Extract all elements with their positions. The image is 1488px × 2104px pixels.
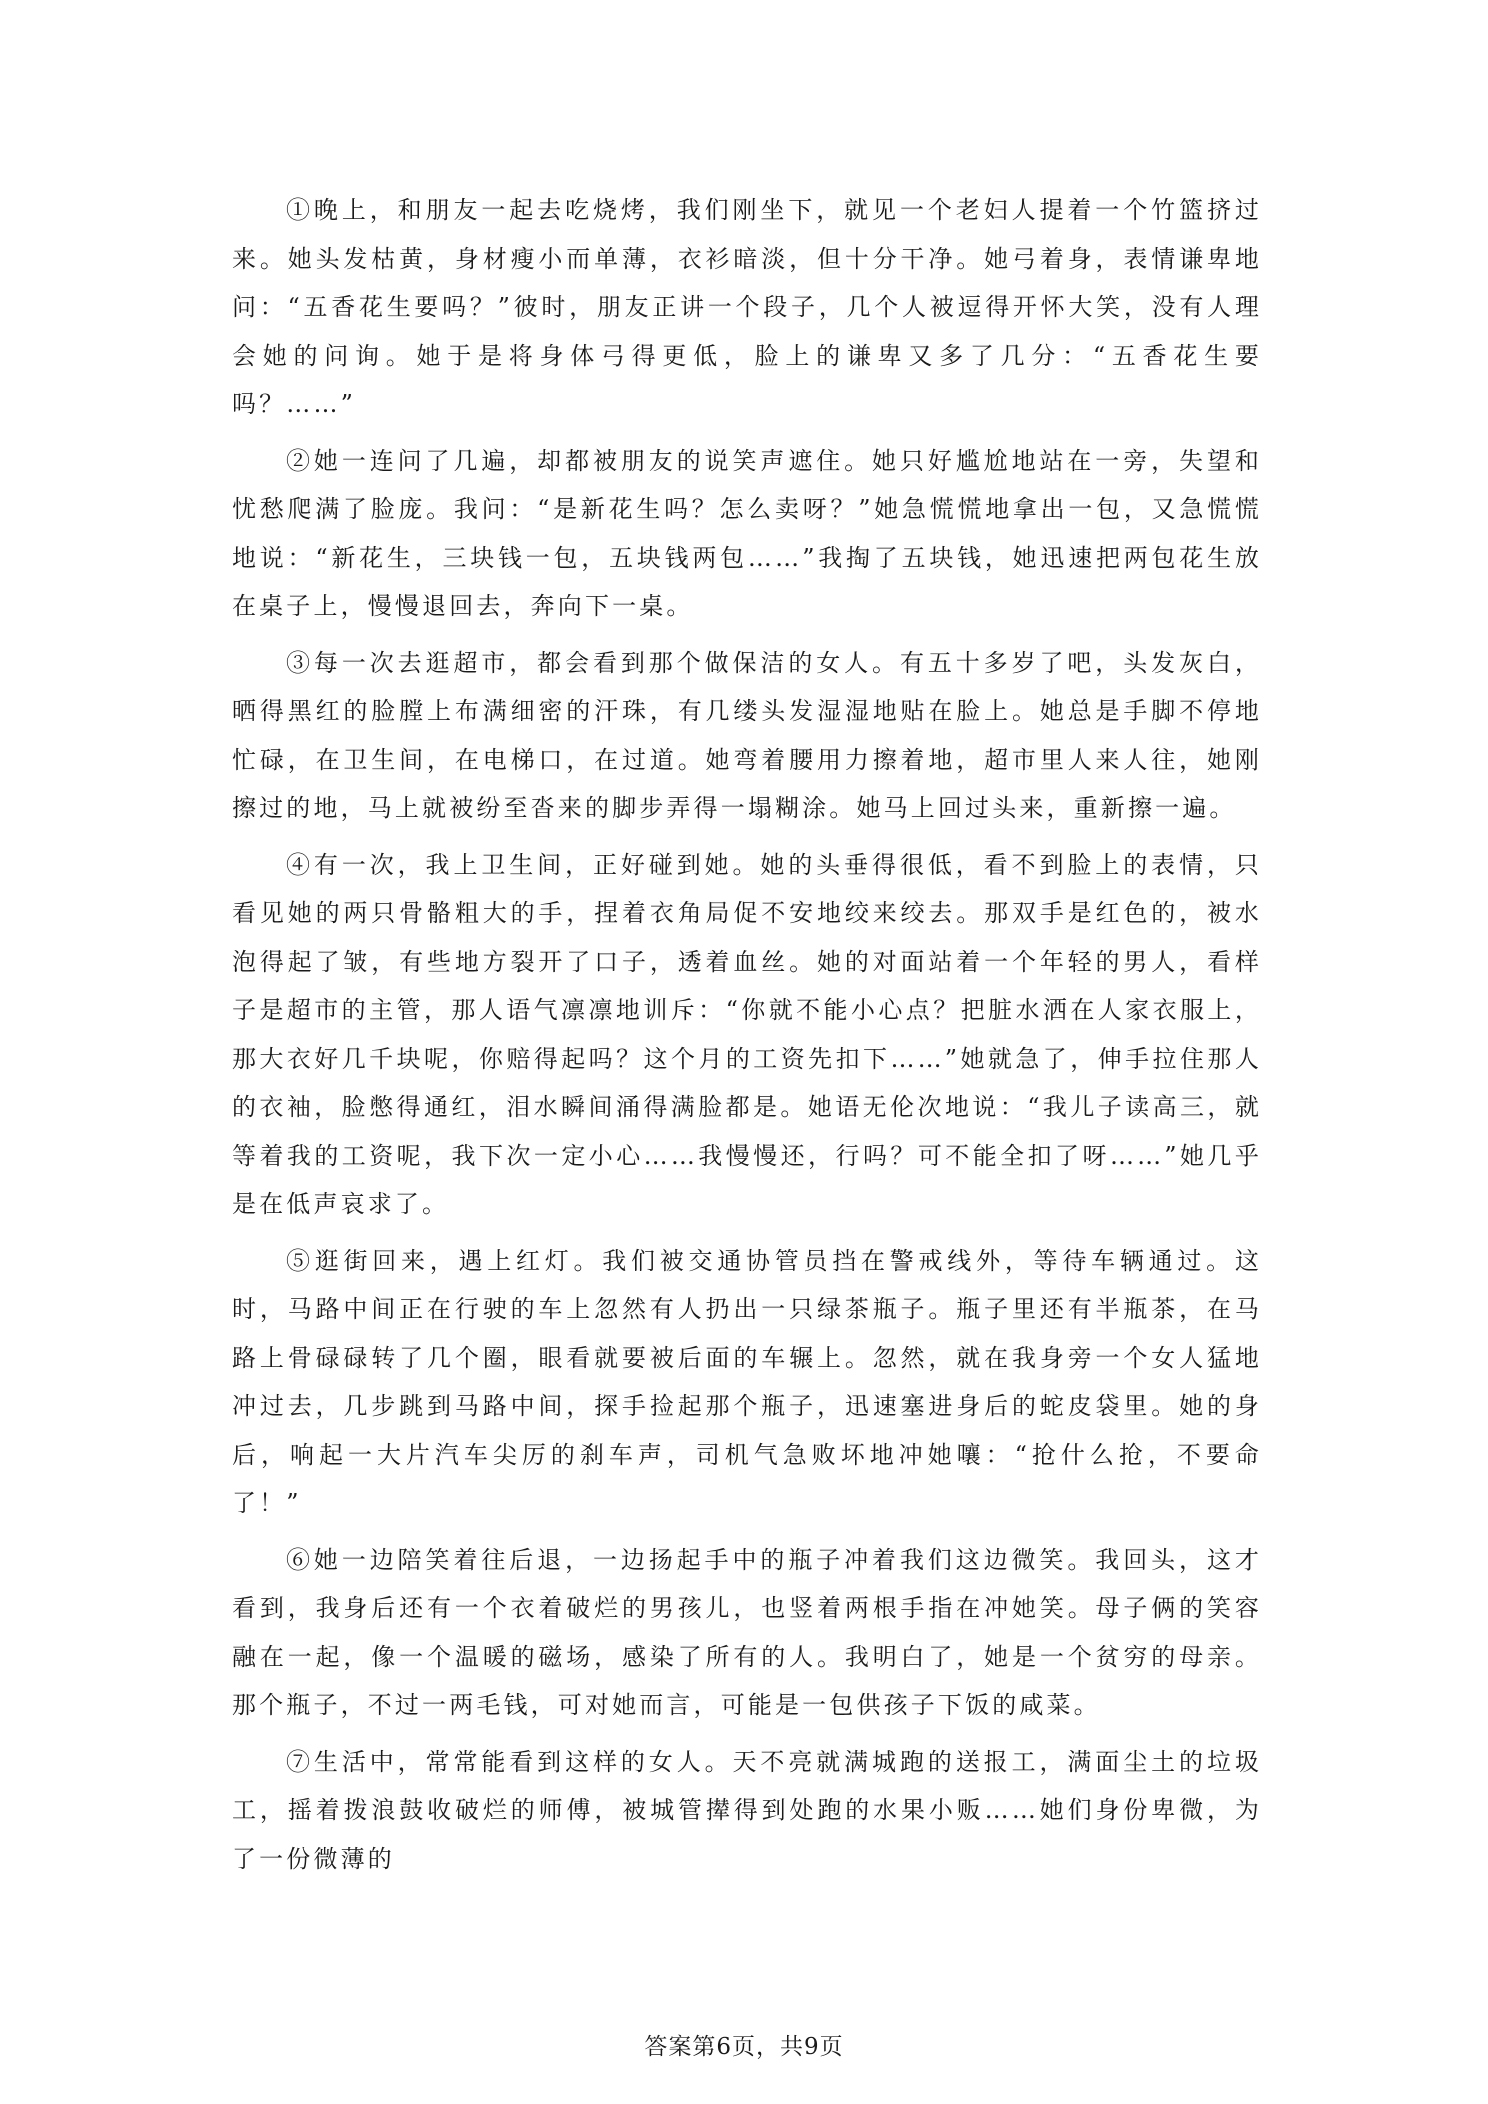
paragraph-5: ⑤逛街回来，遇上红灯。我们被交通协管员挡在警戒线外，等待车辆通过。这时，马路中间正在行驶的车上忽然有人扔出一只绿茶瓶子。瓶子里还有半瓶茶，在马路上骨碌碌转了几个圈，眼看就要被后面的车辗上。忽然，就在我身旁一个女人猛地冲过去，几步跳到马路中间，探手捡起那个瓶子，迅速塞进身后的蛇皮袋里。她的身后，响起一大片汽车尖厉的刹车声，司机气急败坏地冲她嚷：“抢什么抢，不要命了！” <box>232 1246 1262 1517</box>
paragraph-4: ④有一次，我上卫生间，正好碰到她。她的头垂得很低，看不到脸上的表情，只看见她的两只骨骼粗大的手，捏着衣角局促不安地绞来绞去。那双手是红色的，被水泡得起了皱，有些地方裂开了口子，透着血丝。她的对面站着一个年轻的男人，看样子是超市的主管，那人语气凛凛地训斥：“你就不能小心点？把脏水洒在人家衣服上，那大衣好几千块呢，你赔得起吗？这个月的工资先扣下……”她就急了，伸手拉住那人的衣袖，脸憋得通红，泪水瞬间涌得满脸都是。她语无伦次地说：“我儿子读高三，就等着我的工资呢，我下次一定小心……我慢慢还，行吗？可不能全扣了呀……”她几乎是在低声哀求了。 <box>232 850 1262 1218</box>
paragraph-1: ①晚上，和朋友一起去吃烧烤，我们刚坐下，就见一个老妇人提着一个竹篮挤过来。她头发枯黄，身材瘦小而单薄，衣衫暗淡，但十分干净。她弓着身，表情谦卑地问：“五香花生要吗？”彼时，朋友正讲一个段子，几个人被逗得开怀大笑，没有人理会她的问询。她于是将身体弓得更低，脸上的谦卑又多了几分：“五香花生要吗？……” <box>232 196 1262 418</box>
paragraph-7: ⑦生活中，常常能看到这样的女人。天不亮就满城跑的送报工，满面尘土的垃圾工，摇着拨浪鼓收破烂的师傅，被城管撵得到处跑的水果小贩……她们身份卑微，为了一份微薄的 <box>232 1747 1262 1873</box>
article-body <box>232 186 1262 1891</box>
paragraph-6: ⑥她一边陪笑着往后退，一边扬起手中的瓶子冲着我们这边微笑。我回头，这才看到，我身后还有一个衣着破烂的男孩儿，也竖着两根手指在冲她笑。母子俩的笑容融在一起，像一个温暖的磁场，感染了所有的人。我明白了，她是一个贫穷的母亲。那个瓶子，不过一两毛钱，可对她而言，可能是一包供孩子下饭的咸菜。 <box>232 1545 1262 1719</box>
paragraph-3: ③每一次去逛超市，都会看到那个做保洁的女人。有五十多岁了吧，头发灰白，晒得黑红的脸膛上布满细密的汗珠，有几缕头发湿湿地贴在脸上。她总是手脚不停地忙碌，在卫生间，在电梯口，在过道。她弯着腰用力擦着地，超市里人来人往，她刚擦过的地，马上就被纷至沓来的脚步弄得一塌糊涂。她马上回过头来，重新擦一遍。 <box>232 648 1262 822</box>
paragraph-2: ②她一连问了几遍，却都被朋友的说笑声遮住。她只好尴尬地站在一旁，失望和忧愁爬满了脸庞。我问：“是新花生吗？怎么卖呀？”她急慌慌地拿出一包，又急慌慌地说：“新花生，三块钱一包，五块钱两包……”我掏了五块钱，她迅速把两包花生放在桌子上，慢慢退回去，奔向下一桌。 <box>232 446 1262 620</box>
page-footer: 答案第6页，共9页 <box>644 2034 844 2060</box>
